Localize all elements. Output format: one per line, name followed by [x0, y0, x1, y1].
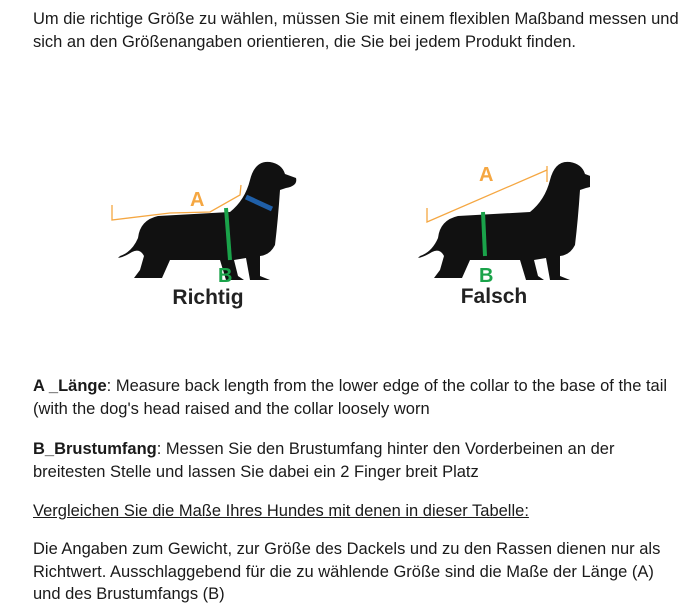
chest-description — [33, 438, 683, 483]
dog-wrong — [418, 162, 590, 308]
label-b-wrong: B — [479, 265, 494, 287]
compare-heading: Vergleichen Sie die Maße Ihres Hundes mit denen in dieser Tabelle: — [33, 502, 529, 520]
chest-term: B_Brustumfang — [33, 440, 157, 458]
dog-correct — [112, 162, 296, 309]
label-b-correct: B — [218, 265, 233, 287]
length-term: A _Länge — [33, 377, 107, 395]
length-description — [33, 375, 683, 420]
intro-text: Um die richtige Größe zu wählen, müssen Sie mit einem flexiblen Maßband messen und sich an den Größenangaben orientieren, die Sie bei jedem Produkt finden. — [33, 10, 679, 51]
label-richtig: Richtig — [172, 286, 244, 309]
note-text: Die Angaben zum Gewicht, zur Größe des Dackels und zu den Rassen dienen nur als Richtwert. Ausschlaggebend für die zu wählende Größe sind die Maße der Länge (A) und des Brustumfangs (B) — [33, 540, 661, 603]
chest-text: : Messen Sie den Brustumfang hinter den Vorderbeinen an der breitesten Stelle und lassen Sie dabei ein 2 Finger breit Platz — [33, 440, 615, 481]
label-a-correct: A — [190, 189, 205, 211]
length-text: : Measure back length from the lower edge of the collar to the base of the tail (with the dog's head raised and the collar loosely worn — [33, 377, 668, 418]
measurement-figure — [110, 150, 590, 320]
label-a-wrong: A — [479, 164, 494, 186]
label-falsch: Falsch — [460, 285, 528, 308]
